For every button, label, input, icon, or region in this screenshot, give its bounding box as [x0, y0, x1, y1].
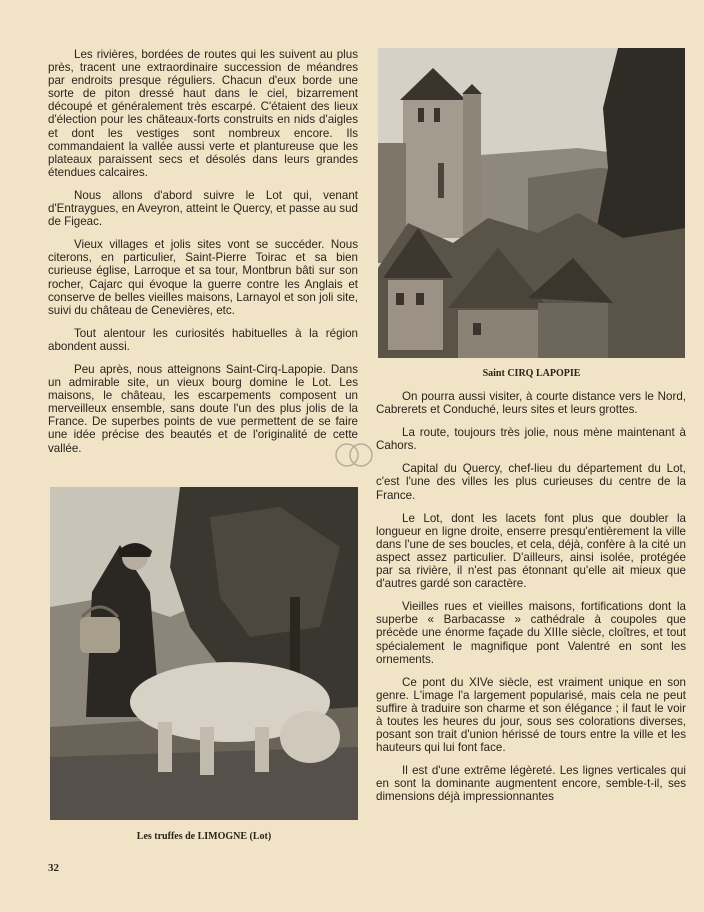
page-number: 32 — [48, 862, 59, 874]
watermark-logo — [334, 441, 374, 469]
paragraph: On pourra aussi visiter, à courte distance vers le Nord, Cabrerets et Conduché, leurs sites et leurs grottes. — [376, 390, 686, 417]
saint-cirq-lapopie-photo — [378, 48, 685, 358]
paragraph: Il est d'une extrême légèreté. Les lignes verticales qui en sont la dominante augmentent encore, semble-t-il, ses dimensions déjà impressionnantes — [376, 764, 686, 804]
paragraph: Vieilles rues et vieilles maisons, fortifications dont la superbe « Barbacasse » cathédrale à coupoles que précède une énorme façade du XIIIe siècle, cloîtres, et tout spécialement le magnifique pont Valentré en sont les ornements. — [376, 600, 686, 666]
left-text-column — [48, 48, 358, 465]
church-photo-caption: Saint CIRQ LAPOPIE — [482, 368, 581, 379]
paragraph: La route, toujours très jolie, nous mène maintenant à Cahors. — [376, 426, 686, 453]
paragraph: Peu après, nous atteignons Saint-Cirq-Lapopie. Dans un admirable site, un vieux bourg domine le Lot. Les maisons, le château, les escarpements composent un merveilleux ensemble, sans doute l'un des plus jolis de la France. De superbes points de vue permettent de se faire une idée précise des beautés et de l'originalité de cette vallée. — [48, 362, 358, 455]
paragraph: Les rivières, bordées de routes qui les suivent au plus près, tracent une extraordinaire succession de méandres par endroits presque réguliers. Chacun d'eux borde une sorte de piton dressé haut dans le ciel, bizarrement découpé et généralement très escarpé. C'étaient des lieux d'élection pour les châteaux-forts construits en nids d'aigles et dont les vestiges sont nombreux encore. Ils commandaient la vallée aussi verte et plantureuse que les plateaux paraissent secs et désolés dans leurs grandes étendues calcaires. — [48, 48, 358, 179]
right-text-column — [376, 390, 686, 814]
paragraph: Vieux villages et jolis sites vont se succéder. Nous citerons, en particulier, Saint-Pierre Toirac et sa bien curieuse église, Larroque et sa tour, Montbrun bâti sur son rocher, Cajarc qui évoque la guerre contre les Anglais et conserve de belles vieilles maisons, Larnayol et son joli site, suivi du château de Cenevières, etc. — [48, 238, 358, 317]
paragraph: Tout alentour les curiosités habituelles à la région abondent aussi. — [48, 326, 358, 353]
pig-photo-caption: Les truffes de LIMOGNE (Lot) — [136, 831, 272, 842]
paragraph: Nous allons d'abord suivre le Lot qui, venant d'Entraygues, en Aveyron, atteint le Quercy, et passe au sud de Figeac. — [48, 188, 358, 229]
truffle-pig-photo — [50, 487, 358, 820]
paragraph: Capital du Quercy, chef-lieu du département du Lot, c'est l'une des villes les plus curieuses du centre de la France. — [376, 462, 686, 502]
paragraph: Ce pont du XIVe siècle, est vraiment unique en son genre. L'image l'a largement popularisé, mais cela ne peut suffire à traduire son charme et son élégance ; il faut le voir à toutes les heures du jour, sous ses colorations diverses, posant son trait d'union hérissé de tours entre la ville et les hauteurs qui lui font face. — [376, 675, 686, 755]
paragraph: Le Lot, dont les lacets font plus que doubler la longueur en ligne droite, enserre presqu'entièrement la ville dans l'une de ses boucles, et cela, déjà, confère à la cité un aspect assez particulier. D'ailleurs, ainsi isolée, protégée par sa rivière, il n'est pas étonnant qu'elle ait mieux que d'autres gardé son caractère. — [376, 511, 686, 591]
